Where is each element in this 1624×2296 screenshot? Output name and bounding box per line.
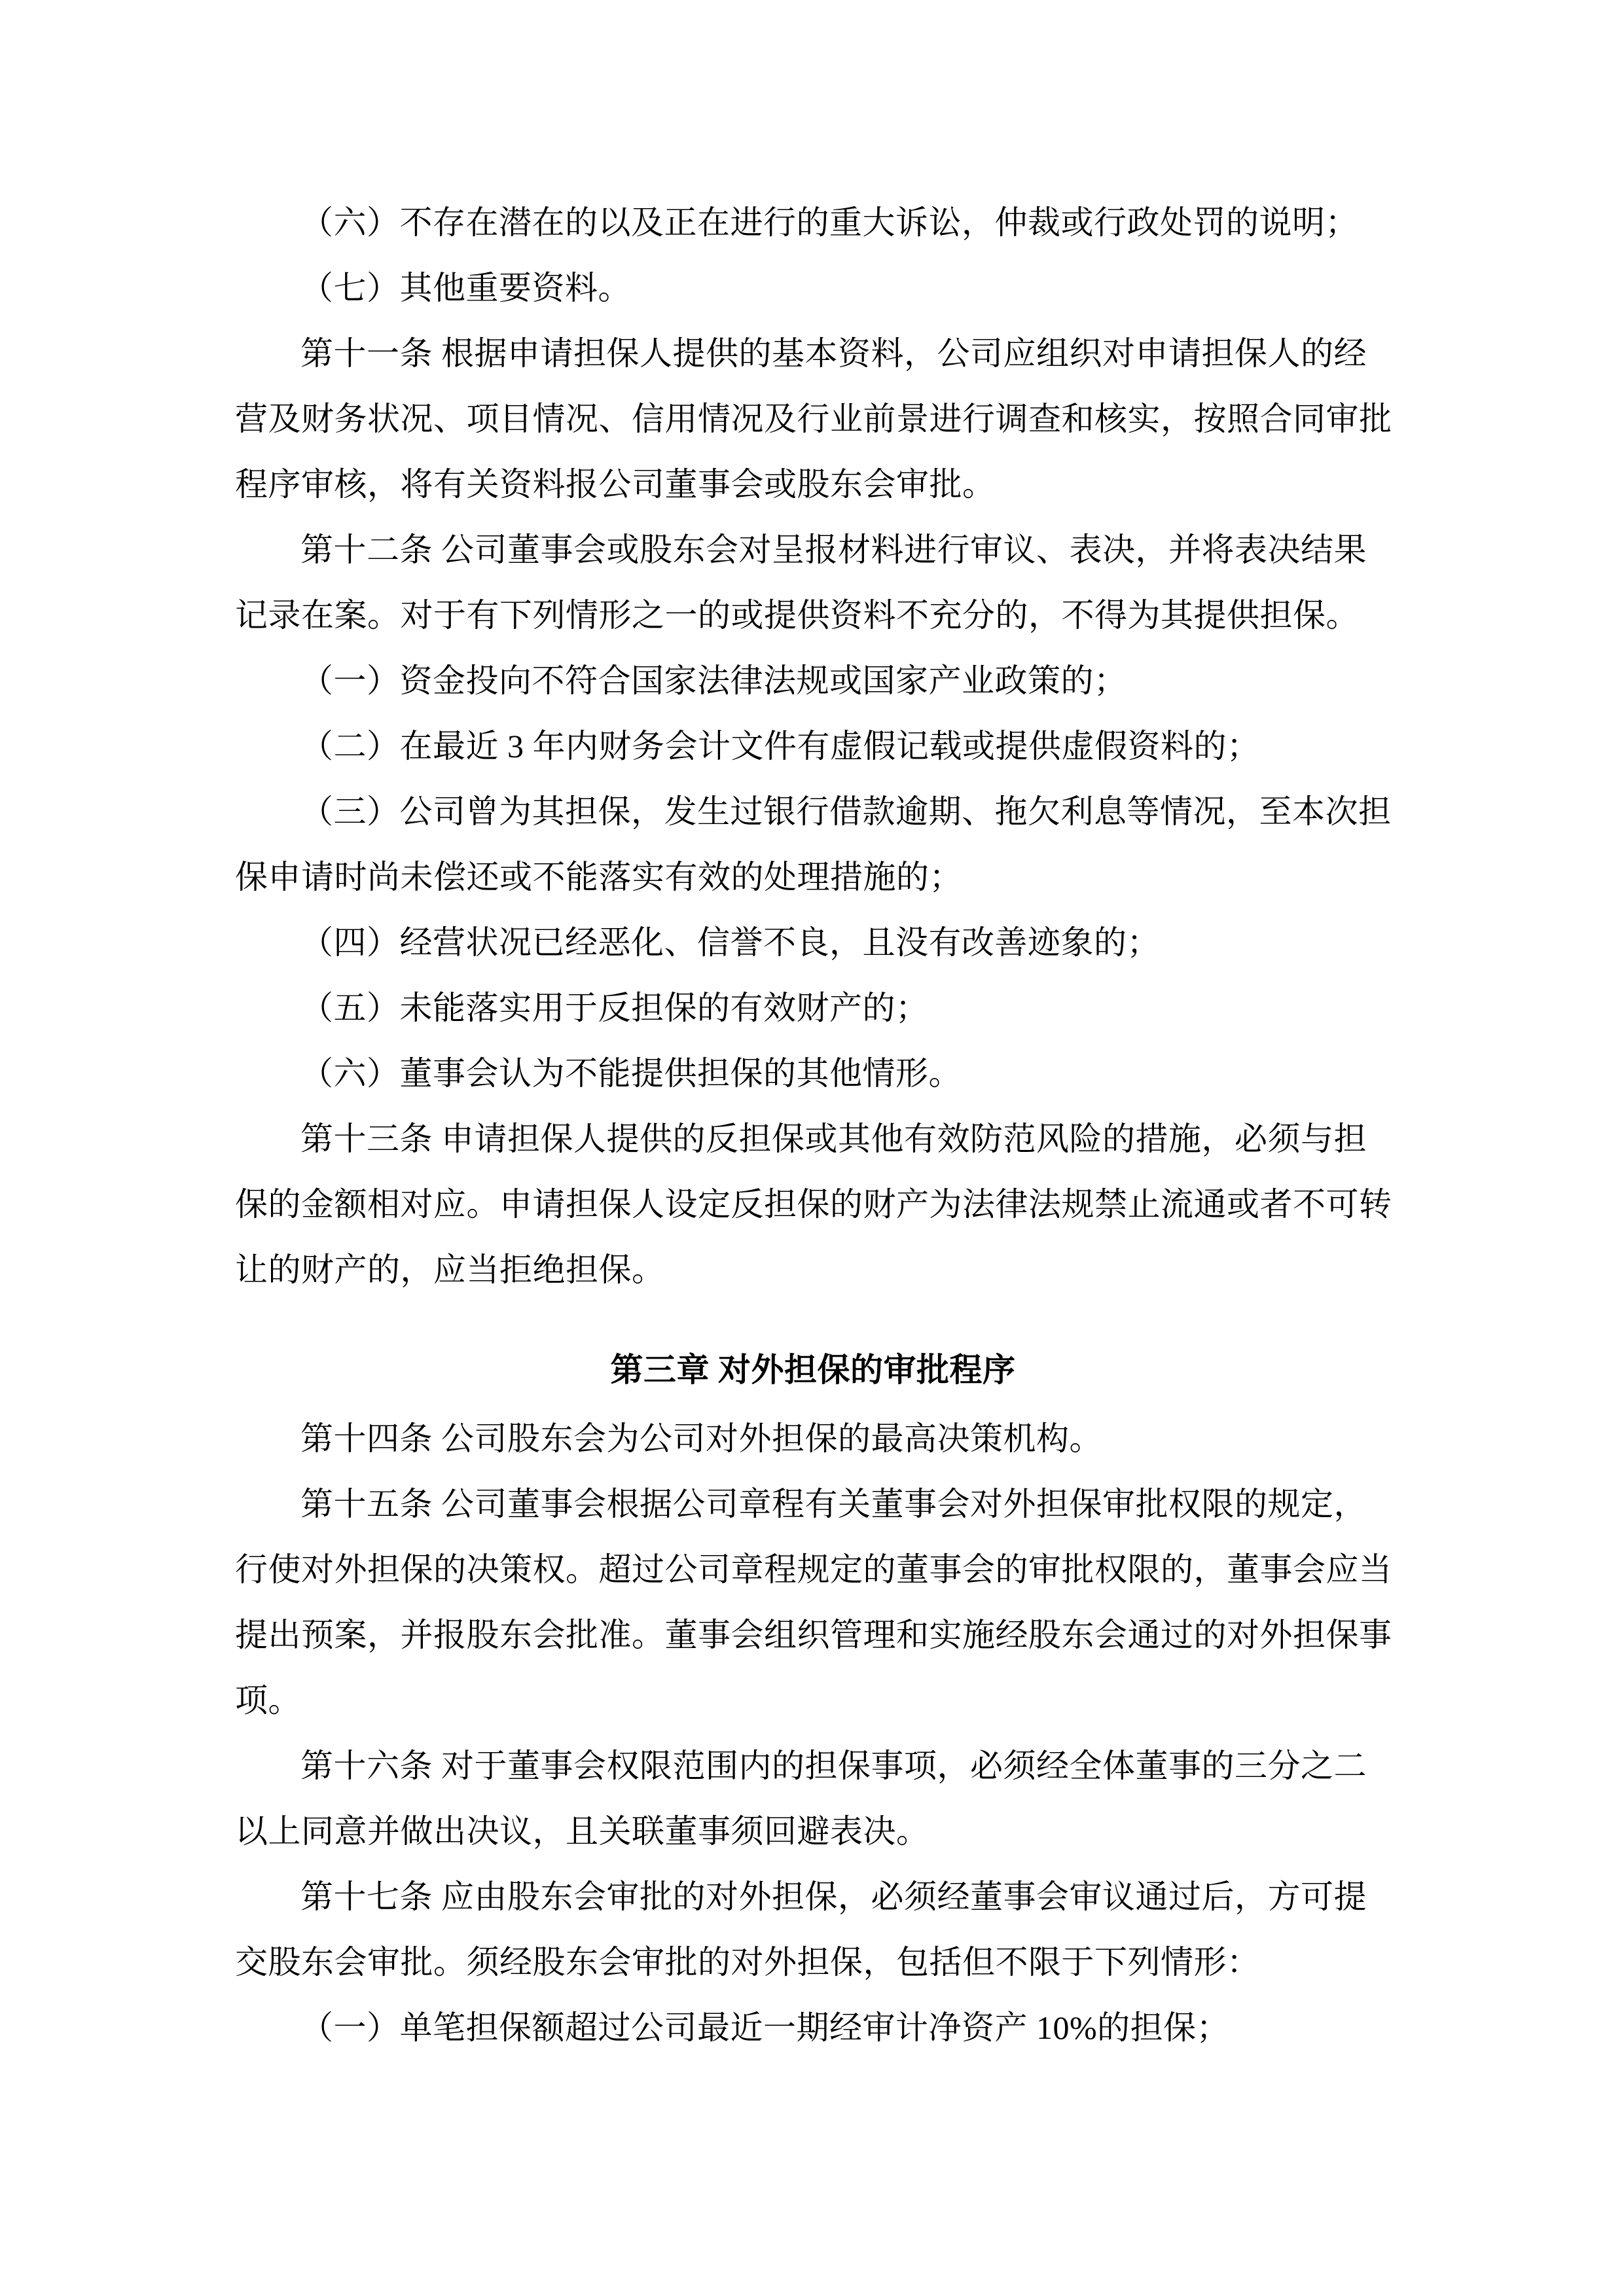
body-line: 交股东会审批。须经股东会审批的对外担保，包括但不限于下列情形： xyxy=(235,1944,1260,1981)
body-line: 以上同意并做出决议，且关联董事须回避表决。 xyxy=(235,1813,929,1850)
body-line: 行使对外担保的决策权。超过公司章程规定的董事会的审批权限的，董事会应当 xyxy=(235,1551,1392,1588)
body-line: 第十三条 申请担保人提供的反担保或其他有效防范风险的措施，必须与担 xyxy=(300,1121,1367,1157)
body-line: （六）不存在潜在的以及正在进行的重大诉讼，仲裁或行政处罚的说明； xyxy=(300,204,1358,241)
body-line: 第十七条 应由股东会审批的对外担保，必须经董事会审议通过后，方可提 xyxy=(300,1878,1367,1915)
body-line: 第十二条 公司董事会或股东会对呈报材料进行审议、表决，并将表决结果 xyxy=(300,531,1367,568)
body-line: （一）资金投向不符合国家法律法规或国家产业政策的； xyxy=(300,662,1127,699)
body-line: 程序审核，将有关资料报公司董事会或股东会审批。 xyxy=(235,466,996,503)
body-line: （七）其他重要资料。 xyxy=(300,270,631,306)
chapter-heading: 第三章 对外担保的审批程序 xyxy=(610,1352,1016,1388)
body-line: 第十四条 公司股东会为公司对外担保的最高决策机构。 xyxy=(300,1420,1102,1457)
body-line: 第十六条 对于董事会权限范围内的担保事项，必须经全体董事的三分之二 xyxy=(300,1748,1367,1784)
body-line: （四）经营状况已经恶化、信誉不良，且没有改善迹象的； xyxy=(300,924,1160,961)
document-body xyxy=(235,190,1391,2060)
body-line: （三）公司曾为其担保，发生过银行借款逾期、拖欠利息等情况，至本次担 xyxy=(300,793,1392,830)
body-line: 提出预案，并报股东会批准。董事会组织管理和实施经股东会通过的对外担保事 xyxy=(235,1617,1392,1653)
body-line: 保的金额相对应。申请担保人设定反担保的财产为法律法规禁止流通或者不可转 xyxy=(235,1186,1392,1223)
body-line: （一）单笔担保额超过公司最近一期经审计净资产 10%的担保； xyxy=(300,2009,1230,2046)
body-line: （二）在最近 3 年内财务会计文件有虚假记载或提供虚假资料的； xyxy=(300,728,1260,764)
spacer xyxy=(235,1302,1391,1337)
body-line: 第十一条 根据申请担保人提供的基本资料，公司应组织对申请担保人的经 xyxy=(300,335,1367,372)
body-line: 营及财务状况、项目情况、信用情况及行业前景进行调查和核实，按照合同审批 xyxy=(235,401,1392,437)
body-line: 保申请时尚未偿还或不能落实有效的处理措施的； xyxy=(235,859,962,895)
body-line: 记录在案。对于有下列情形之一的或提供资料不充分的，不得为其提供担保。 xyxy=(235,597,1359,634)
body-line: 第十五条 公司董事会根据公司章程有关董事会对外担保审批权限的规定， xyxy=(300,1486,1367,1522)
body-line: 项。 xyxy=(235,1682,301,1719)
body-line: 让的财产的，应当拒绝担保。 xyxy=(235,1251,665,1288)
body-line: （六）董事会认为不能提供担保的其他情形。 xyxy=(300,1055,962,1092)
body-line: （五）未能落实用于反担保的有效财产的； xyxy=(300,990,929,1026)
